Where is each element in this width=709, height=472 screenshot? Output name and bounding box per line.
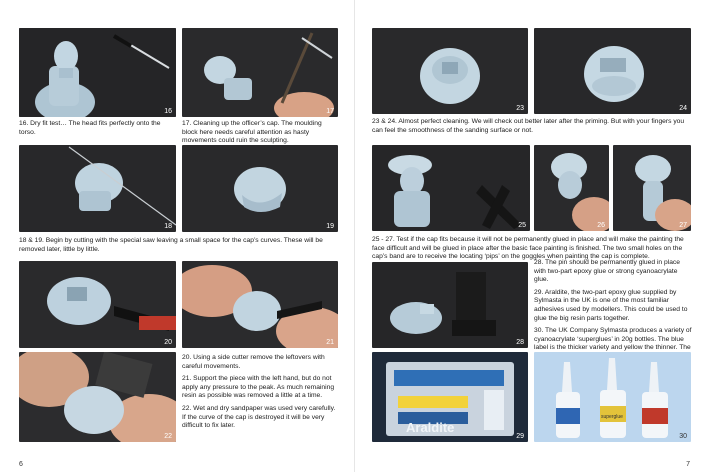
photo-27-number: 27 [679, 222, 687, 229]
caption-20: 20. Using a side cutter remove the leftovers with careful movements. [182, 354, 325, 370]
photo-18-image [19, 145, 176, 232]
photo-25 [372, 145, 530, 231]
photo-30-number: 30 [679, 433, 687, 440]
caption-23-24: 23 & 24. Almost perfect cleaning. We will check out better later after the priming. But with your fingers you can feel the smoothness of the sanding surface or not. [372, 118, 685, 134]
caption-22: 22. Wet and dry sandpaper was used very carefully. If the curve of the cap is destroyed it will be very difficult to fix later. [182, 404, 336, 430]
photo-28-image [372, 262, 528, 348]
photo-17-image [182, 28, 338, 117]
photo-18 [19, 145, 176, 232]
photo-25-image [372, 145, 530, 231]
photo-22-number: 22 [164, 433, 172, 440]
photo-22-image [19, 352, 176, 442]
photo-20-image [19, 261, 176, 348]
left-page [0, 0, 354, 472]
photo-20-number: 20 [164, 339, 172, 346]
photo-25-number: 25 [518, 222, 526, 229]
photo-19-image [182, 145, 338, 232]
photo-20 [19, 261, 176, 348]
photo-24-number: 24 [679, 105, 687, 112]
photo-30 [534, 352, 691, 442]
photo-28-number: 28 [516, 339, 524, 346]
caption-28: 28. The pin should be permanently glued in place with two-part epoxy glue or strong cyanoacrylate glue. [534, 259, 680, 284]
caption-21: 21. Support the piece with the left hand, but do not apply any pressure to the peak. As much remaining resin as possible was removed a little at a time. [182, 375, 335, 400]
photo-16-number: 16 [164, 108, 172, 115]
photo-26-image [534, 145, 609, 231]
caption-17: 17. Cleaning up the officer’s cap. The moulding block here needs careful attention as hasty movements could ruin the sculpting. [182, 120, 322, 145]
page-number-left: 6 [19, 461, 23, 468]
photo-29-image [372, 352, 528, 442]
photo-19-number: 19 [326, 223, 334, 230]
photo-17 [182, 28, 338, 117]
photo-16 [19, 28, 176, 117]
photo-24 [534, 28, 691, 114]
superglue-label: superglue [601, 414, 623, 420]
captions-20-22 [182, 354, 338, 435]
photo-26 [534, 145, 609, 231]
photo-21-number: 21 [326, 339, 334, 346]
photo-17-number: 17 [326, 108, 334, 115]
photo-19 [182, 145, 338, 232]
araldite-label: Araldite [406, 420, 455, 435]
caption-16: 16. Dry fit test… The head fits perfectly onto the torso. [19, 120, 161, 136]
photo-28 [372, 262, 528, 348]
photo-21-image [182, 261, 338, 348]
photo-18-number: 18 [164, 223, 172, 230]
right-page [354, 0, 709, 472]
photo-21 [182, 261, 338, 348]
photo-27-image [613, 145, 691, 231]
photo-23-image [372, 28, 528, 114]
caption-25-27: 25 - 27. Test if the cap fits because it will not be permanently glued in place and will make the painting the face difficult and will be glued in place after the basic face painting is finished. The two small holes on the cap’s band are to receive the locating ‘pips’ on the goggles when painting the cap is complete. [372, 236, 684, 261]
page-number-right: 7 [686, 461, 690, 468]
photo-30-image [534, 352, 691, 442]
photo-23-number: 23 [516, 105, 524, 112]
photo-29-number: 29 [516, 433, 524, 440]
photo-24-image [534, 28, 691, 114]
photo-27 [613, 145, 691, 231]
photo-29 [372, 352, 528, 442]
caption-30: 30. The UK Company Sylmasta produces a variety of cyanoacrylate ‘superglues’ in 20g bottles. The blue label is the thicker variety and yellow the thinner. The [534, 327, 692, 352]
photo-23 [372, 28, 528, 114]
photo-16-image [19, 28, 176, 117]
caption-18-19: 18 & 19. Begin by cutting with the special saw leaving a small space for the cap’s curves. These will be removed later, little by little. [19, 237, 323, 253]
photo-26-number: 26 [597, 222, 605, 229]
photo-22 [19, 352, 176, 442]
caption-29: 29. Araldite, the two-part epoxy glue supplied by Sylmasta in the UK is one of the most familiar adhesives used by modellers. This could be used to glue the big resin parts together. [534, 288, 688, 322]
